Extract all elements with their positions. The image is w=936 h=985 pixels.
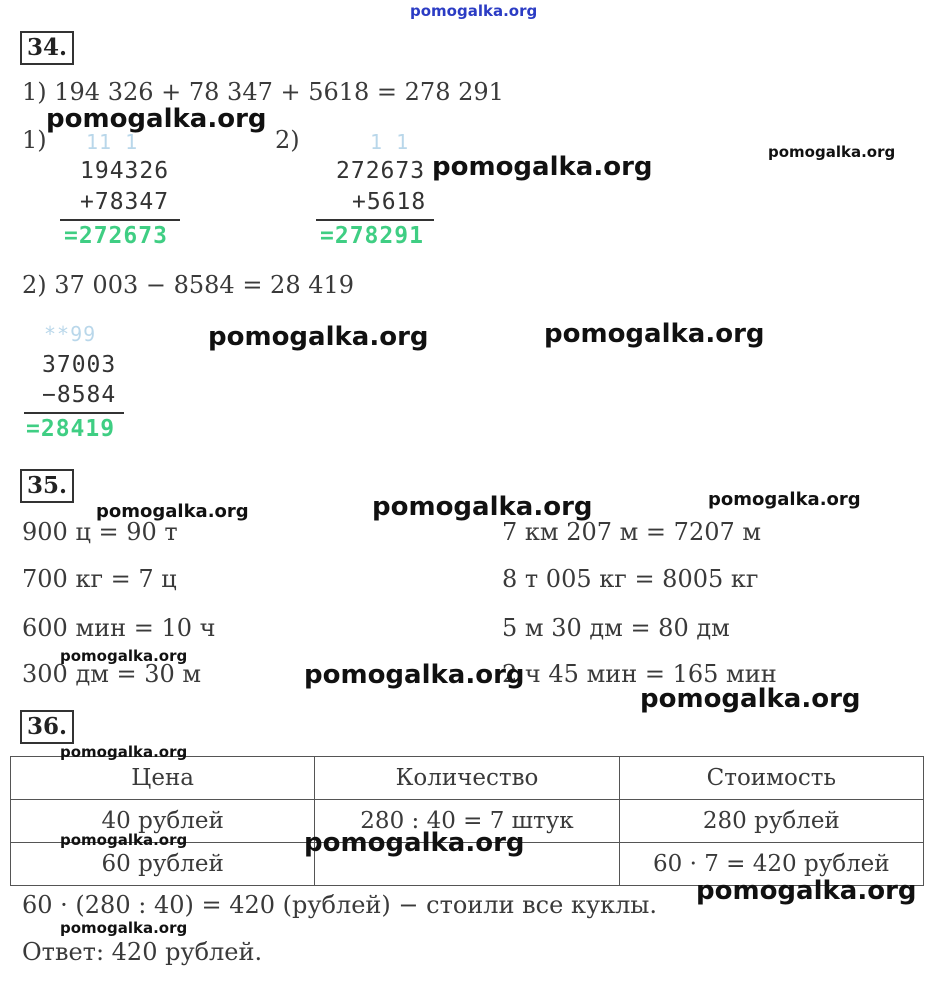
column-3-carry: **99: [44, 322, 97, 346]
column-1-result: =272673: [64, 223, 168, 249]
column-1-bottom-number: +78347: [80, 189, 170, 215]
watermark: pomogalka.org: [432, 152, 653, 182]
task-34-number: 34.: [20, 31, 74, 65]
cell-cost: 60 · 7 = 420 рублей: [619, 843, 923, 886]
watermark: pomogalka.org: [60, 743, 188, 761]
header-quantity: Количество: [315, 757, 619, 800]
watermark: pomogalka.org: [304, 660, 525, 690]
column-2-top-number: 272673: [336, 158, 426, 184]
task-34-equation-2: 2) 37 003 − 8584 = 28 419: [22, 271, 355, 299]
watermark: pomogalka.org: [304, 828, 525, 858]
conversion-left-4: 300 дм = 30 м: [22, 660, 202, 688]
cell-quantity: 280 : 40 = 7 штук: [315, 800, 619, 843]
column-2-carry: 1 1: [370, 130, 410, 154]
column-3-bottom-number: −8584: [42, 382, 117, 408]
cell-price: 60 рублей: [11, 843, 315, 886]
column-2-label: 2): [275, 126, 300, 154]
header-price: Цена: [11, 757, 315, 800]
watermark: pomogalka.org: [96, 501, 249, 522]
column-1-label: 1): [22, 126, 47, 154]
top-watermark: pomogalka.org: [410, 2, 538, 20]
cell-cost: 280 рублей: [619, 800, 923, 843]
watermark: pomogalka.org: [768, 143, 896, 161]
column-1-top-number: 194326: [80, 158, 170, 184]
column-3-result: =28419: [26, 416, 116, 442]
watermark: pomogalka.org: [60, 647, 188, 665]
conversion-left-3: 600 мин = 10 ч: [22, 614, 216, 642]
column-3-rule: [24, 412, 124, 414]
conversion-right-1: 7 км 207 м = 7207 м: [502, 518, 762, 546]
task-36-expression: 60 · (280 : 40) = 420 (рублей) − стоили все куклы.: [22, 891, 658, 919]
column-1-carry: 11 1: [86, 130, 139, 154]
column-2-rule: [316, 219, 434, 221]
watermark: pomogalka.org: [544, 319, 765, 349]
watermark: pomogalka.org: [208, 322, 429, 352]
watermark: pomogalka.org: [696, 876, 917, 906]
watermark: pomogalka.org: [46, 104, 267, 134]
header-cost: Стоимость: [619, 757, 923, 800]
conversion-left-1: 900 ц = 90 т: [22, 518, 178, 546]
task-35-number: 35.: [20, 469, 74, 503]
watermark: pomogalka.org: [708, 489, 861, 510]
column-2-bottom-number: +5618: [352, 189, 427, 215]
conversion-left-2: 700 кг = 7 ц: [22, 565, 177, 593]
watermark: pomogalka.org: [372, 492, 593, 522]
task-36-answer: Ответ: 420 рублей.: [22, 938, 263, 966]
table-header-row: [11, 757, 924, 800]
column-2-result: =278291: [320, 223, 424, 249]
column-1-rule: [60, 219, 180, 221]
price-quantity-cost-table: [10, 756, 924, 886]
task-36-number: 36.: [20, 710, 74, 744]
conversion-right-2: 8 т 005 кг = 8005 кг: [502, 565, 759, 593]
cell-price: 40 рублей: [11, 800, 315, 843]
task-34-equation-1: 1) 194 326 + 78 347 + 5618 = 278 291: [22, 78, 504, 106]
watermark: pomogalka.org: [60, 831, 188, 849]
conversion-right-4: 2 ч 45 мин = 165 мин: [502, 660, 777, 688]
conversion-right-3: 5 м 30 дм = 80 дм: [502, 614, 730, 642]
column-3-top-number: 37003: [42, 352, 117, 378]
watermark: pomogalka.org: [640, 684, 861, 714]
watermark: pomogalka.org: [60, 919, 188, 937]
